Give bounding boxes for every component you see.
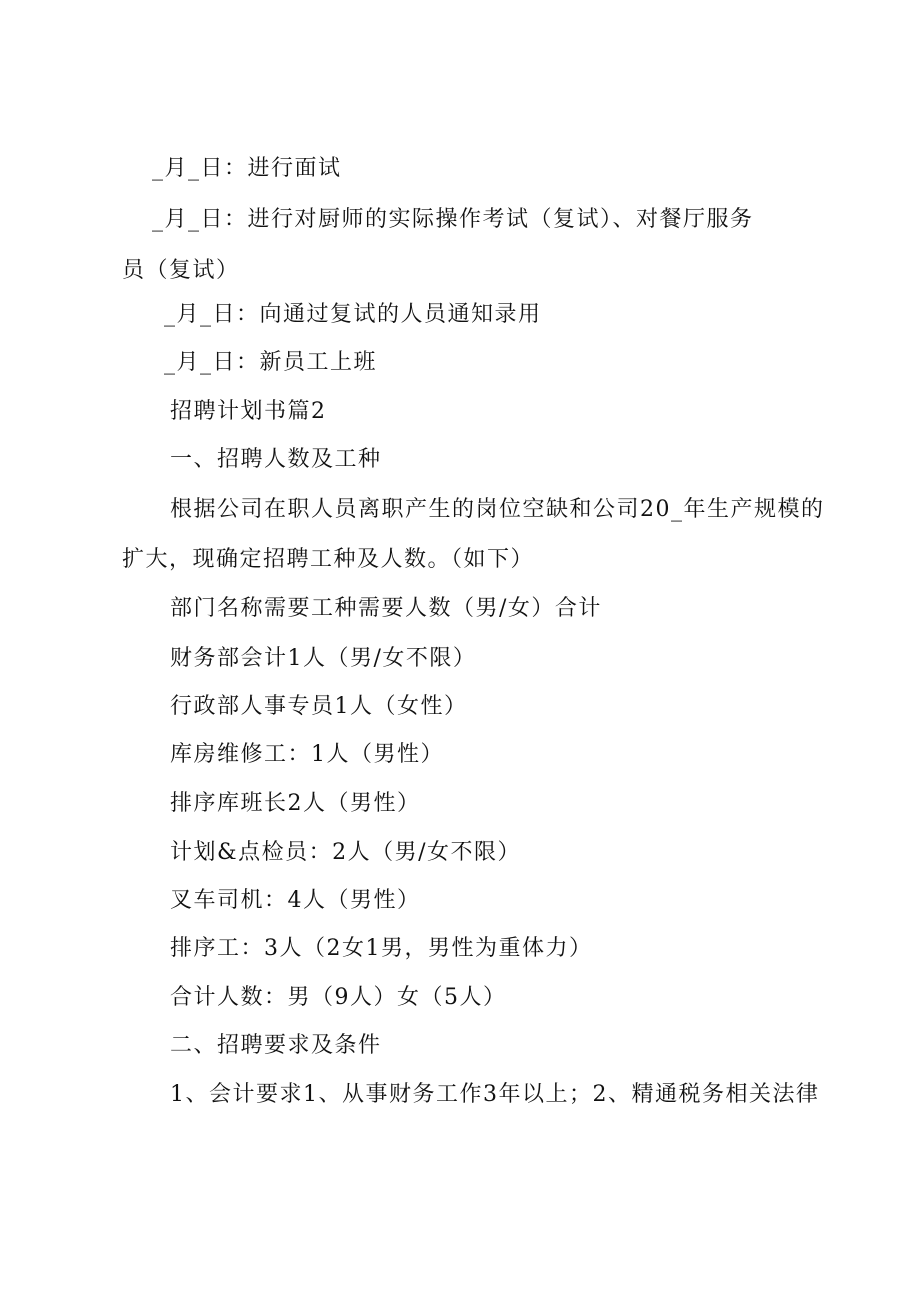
schedule-line-retest-cont: 员（复试） (122, 258, 240, 283)
schedule-line-interview: _月_日：进行面试 (152, 156, 342, 181)
list-item: 财务部会计1人（男/女不限） (170, 646, 477, 671)
list-item: 排序库班长2人（男性） (170, 791, 421, 816)
paragraph-line-1: 根据公司在职人员离职产生的岗位空缺和公司20_年生产规模的 (170, 497, 825, 522)
table-header-line: 部门名称需要工种需要人数（男/女）合计 (170, 596, 602, 621)
list-item: 库房维修工：1人（男性） (170, 742, 444, 767)
requirements-line-1: 1、会计要求1、从事财务工作3年以上；2、精通税务相关法律 (170, 1082, 820, 1107)
total-line: 合计人数：男（9人）女（5人） (170, 985, 507, 1010)
paragraph-line-2: 扩大，现确定招聘工种及人数。（如下） (122, 547, 535, 572)
list-item: 叉车司机：4人（男性） (170, 888, 421, 913)
heading-requirements: 二、招聘要求及条件 (170, 1033, 382, 1058)
schedule-line-start: _月_日：新员工上班 (164, 350, 378, 375)
list-item: 行政部人事专员1人（女性） (170, 694, 468, 719)
heading-recruit-count: 一、招聘人数及工种 (170, 447, 382, 472)
section-title: 招聘计划书篇2 (170, 399, 327, 424)
list-item: 排序工：3人（2女1男，男性为重体力） (170, 936, 593, 961)
list-item: 计划&点检员：2人（男/女不限） (170, 840, 521, 865)
schedule-line-retest: _月_日：进行对厨师的实际操作考试（复试）、对餐厅服务 (152, 207, 754, 232)
schedule-line-notify: _月_日：向通过复试的人员通知录用 (164, 302, 542, 327)
